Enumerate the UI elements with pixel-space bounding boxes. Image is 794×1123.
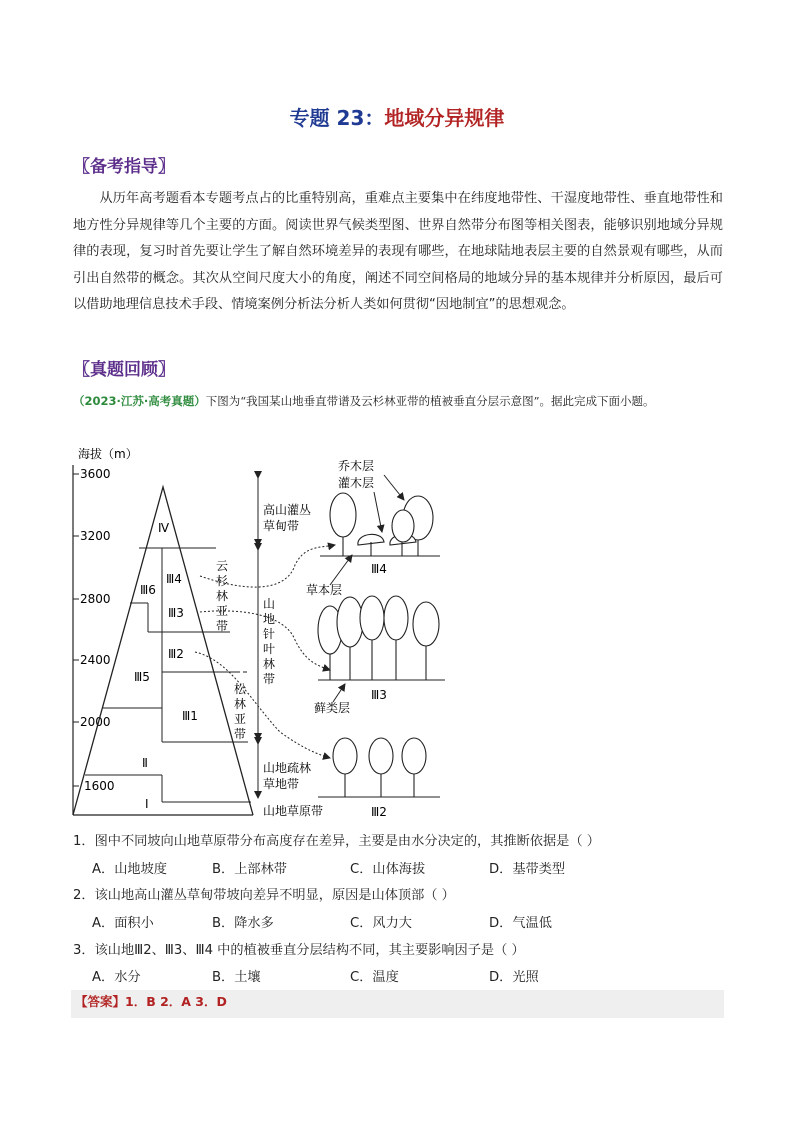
svg-text:带: 带 xyxy=(263,672,276,686)
shrub-layer-label: 灌木层 xyxy=(338,476,375,490)
panel-iii2-illustration xyxy=(318,738,440,797)
zone-label-iii4: Ⅲ4 xyxy=(166,572,182,586)
svg-text:针: 针 xyxy=(263,627,276,641)
alpine-belt-label-2: 草甸带 xyxy=(263,519,300,533)
zone-label-iii5: Ⅲ5 xyxy=(134,670,150,684)
alpine-belt-label-1: 高山灌丛 xyxy=(263,503,312,517)
zone-label-iii3: Ⅲ3 xyxy=(168,606,184,620)
tree-layer-label: 乔木层 xyxy=(338,459,375,473)
tick-label-1600: 1600 xyxy=(84,779,115,793)
section-heading-review: 〖真题回顾〗 xyxy=(73,360,175,380)
panel-label-iii3: Ⅲ3 xyxy=(371,688,387,702)
svg-text:林: 林 xyxy=(234,697,247,711)
question-1-stem: 1．图中不同坡向山地草原带分布高度存在差异，主要是由水分决定的，其推断依据是（ ） xyxy=(73,834,600,849)
svg-text:亚: 亚 xyxy=(234,712,247,726)
conifer-belt-label xyxy=(263,597,275,686)
svg-text:亚: 亚 xyxy=(216,604,229,618)
svg-text:林: 林 xyxy=(216,589,229,603)
svg-text:林: 林 xyxy=(263,657,276,671)
zone-label-iv: Ⅳ xyxy=(158,521,170,535)
q1-option-c: C．山体海拔 xyxy=(350,862,426,877)
svg-text:带: 带 xyxy=(216,619,229,633)
sparse-belt-label-1: 山地疏林 xyxy=(263,761,312,775)
question-intro xyxy=(73,388,723,415)
vegetation-diagram xyxy=(60,440,460,825)
spruce-subbelt-label xyxy=(216,559,228,633)
question-source: （2023·江苏·高考真题） xyxy=(73,394,206,408)
q1-option-d: D．基带类型 xyxy=(489,862,566,877)
tick-label-2000: 2000 xyxy=(80,715,111,729)
svg-text:松: 松 xyxy=(234,682,247,696)
q3-option-c: C．温度 xyxy=(350,970,399,985)
zone-label-iii1: Ⅲ1 xyxy=(182,709,198,723)
svg-text:地: 地 xyxy=(263,612,276,626)
tick-label-3600: 3600 xyxy=(80,467,111,481)
zone-label-i: Ⅰ xyxy=(145,797,149,811)
q2-option-c: C．风力大 xyxy=(350,916,412,931)
tick-label-3200: 3200 xyxy=(80,529,111,543)
tick-label-2400: 2400 xyxy=(80,653,111,667)
q2-option-b: B．降水多 xyxy=(212,916,274,931)
question-3-stem: 3．该山地Ⅲ2、Ⅲ3、Ⅲ4 中的植被垂直分层结构不同，其主要影响因子是（ ） xyxy=(73,943,525,958)
herb-layer-label: 草本层 xyxy=(306,583,343,597)
q2-option-a: A．面积小 xyxy=(92,916,154,931)
svg-text:云: 云 xyxy=(216,559,229,573)
svg-text:叶: 叶 xyxy=(263,642,276,656)
guidance-paragraph: 从历年高考题看本专题考点占的比重特别高，重难点主要集中在纬度地带性、干湿度地带性、垂直地带性和地方性分异规律等几个主要的方面。阅读世界气候类型图、世界自然带分布图等相关图表，能够识别地域分异规律的表现，复习时首先要让学生了解自然环境差异的表现有哪些，在地球陆地表层主要的自然景观有哪些，从而引出自然带的概念。其次从空间尺度大小的角度，阐述不同空间格局的地域分异的基本规律并分析原因，最后可以借助地理信息技术手段、情境案例分析法分析人类如何贯彻“因地制宜”的思想观念。 xyxy=(73,191,723,312)
zone-label-iii6: Ⅲ6 xyxy=(140,583,156,597)
svg-text:带: 带 xyxy=(234,727,247,741)
zone-label-ii: Ⅱ xyxy=(142,756,148,770)
tick-label-2800: 2800 xyxy=(80,592,111,606)
zone-label-iii2: Ⅲ2 xyxy=(168,647,184,661)
sparse-belt-label-2: 草地带 xyxy=(263,777,300,791)
svg-text:山: 山 xyxy=(263,597,276,611)
moss-layer-label: 藓类层 xyxy=(314,701,351,715)
panel-iii3-illustration xyxy=(318,596,445,680)
section-heading-guidance: 〖备考指导〗 xyxy=(73,157,175,177)
page-title: 专题 23：地域分异规律 xyxy=(289,106,505,130)
q1-option-b: B．上部林带 xyxy=(212,862,287,877)
svg-text:杉: 杉 xyxy=(216,574,229,588)
q3-option-a: A．水分 xyxy=(92,970,141,985)
steppe-belt-label: 山地草原带 xyxy=(263,804,324,818)
q3-option-d: D．光照 xyxy=(489,970,539,985)
panel-label-iii4: Ⅲ4 xyxy=(371,562,387,576)
q1-option-a: A．山地坡度 xyxy=(92,862,167,877)
question-2-stem: 2．该山地高山灌丛草甸带坡向差异不明显，原因是山体顶部（ ） xyxy=(73,888,455,903)
q3-option-b: B．土壤 xyxy=(212,970,261,985)
y-axis-label: 海拔（m） xyxy=(78,447,138,461)
answer-bar: 【答案】1．B 2．A 3．D xyxy=(71,990,724,1018)
panel-label-iii2: Ⅲ2 xyxy=(371,805,387,819)
q2-option-d: D．气温低 xyxy=(489,916,552,931)
intro-text: 下图为“我国某山地垂直带谱及云杉林亚带的植被垂直分层示意图”。据此完成下面小题。 xyxy=(205,394,655,408)
